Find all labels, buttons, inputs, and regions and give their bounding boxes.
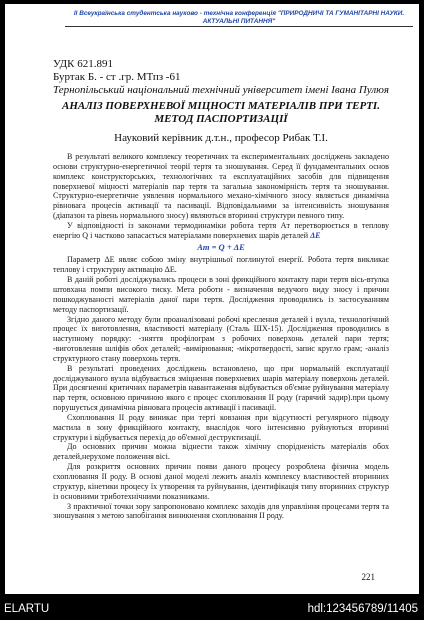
supervisor-line: Науковий керівник д.т.н., професор Рибак Т.І. (114, 132, 328, 144)
header-divider (65, 26, 413, 27)
conference-header-line1: ІІ Всеукраїнська студентська науково - технічна конференція "ПРИРОДНИЧІ ТА ГУМАНІТАРНІ НАУКИ. (73, 10, 405, 17)
paragraph: Параметр ΔE являє собою зміну внутрішньої поглинутої енергії. Робота тертя викликає теплову і структурну активацію ΔE. (53, 255, 389, 275)
paragraph-text: У відповідності із законами термодинаміки робота тертя Aт перетворюється в теплову енергію Q і частково запасається матеріалами поверхневих шарів деталей (53, 220, 389, 240)
university-line: Тернопільський національний технічний університет імені Івана Пулюя (53, 84, 390, 96)
handle-id: hdl:123456789/11405 (307, 603, 418, 615)
article-title (53, 100, 389, 126)
paragraph: В результаті великого комплексу теоретичних та експериментальних досліджень закладено основи структурно-енергетичної теорії тертя та зношування. Серед її фундаментальних основ комплекс конструкторських, технологічних та експлуатаційних засобів для підвищення поверхневої міцності матеріалів пар тертя та загальна закономірність тертя та зношування. Структурно-енергетичне уявлення нормального механо-хімічного зносу являється динамічна рівновага процесів активації та пасивації. Відповідальними за інтенсивність зношування (діапазон та рівень нормального зносу) являються вторинні структури певного типу. (53, 152, 389, 221)
repository-name: ELARTU (4, 603, 50, 615)
author-line: Буртак Б. - ст .гр. МТпз -61 (53, 71, 181, 83)
delta-symbol: ΔE (310, 230, 321, 240)
conference-header (65, 10, 413, 25)
article-title-line1: АНАЛІЗ ПОВЕРХНЕВОЇ МІЦНОСТІ МАТЕРІАЛІВ ПРИ ТЕРТІ. (62, 100, 380, 112)
paragraph: Згідно даного методу були проаналізовані робочі креслення деталей і вузла, технологічний процес їх виготовлення, властивості матеріалу (Сталь ШХ-15). Дослідження проводились в наступному порядку: -зняття профілограм з робочих поверхонь деталей пари тертя; -виготовлення шліфів обох деталей; -вимірювання; -мікротвердості, запис кругло грам; -аналіз структурного стану поверхонь тертя. (53, 314, 389, 363)
paragraph: В результаті проведених досліджень встановлено, що при нормальній експлуатації досліджуваного вузла відбувається зміцнення поверхневих шарів матеріалу поверхонь деталей. При досягненні критичних параметрів навантаження відбувається об'ємне руйнування матеріалу пар тертя, основною причиною якого є процес схоплювання ІІ роду (гарячий задир).при цьому порушується динамічна рівновага процесів активації і пасивації. (53, 363, 389, 413)
article-body (53, 152, 389, 521)
paragraph: До основних причин можна віднести також хімічну спорідненість матеріалів обох деталей,нерухоме положення вісі. (53, 442, 389, 462)
formula: Aт = Q + ΔE (197, 241, 245, 252)
page-number: 221 (361, 572, 375, 582)
paragraph: Для розкриття основних причин появи даного процесу розроблена фізична модель схоплювання ІІ роду. В основі даної моделі лежить аналіз комплексу властивостей вторинних структур, кінетики процесу їх утворення та руйнування, ідентифікація типу вторинних структур із основними триботехнічними показниками. (53, 462, 389, 501)
document-page (5, 4, 419, 594)
conference-header-line2: АКТУАЛЬНІ ПИТАННЯ" (202, 17, 276, 25)
paragraph: З практичної точки зору запропоновано комплекс заходів для управління процесами тертя та зношування з метою запобігання виникнення схоплювання ІІ роду. (53, 501, 389, 521)
article-title-line2: МЕТОД ПАСПОРТИЗАЦІЇ (154, 113, 288, 125)
repository-footer (0, 594, 424, 620)
paragraph: Схоплювання ІІ роду виникає при терті ковзання при відсутності регулярного підводу мастила в зону фрикційного контакту, внаслідок чого інтенсивно руйнуються вторинні структури і відбувається перехід до об'ємної деструктизації. (53, 412, 389, 442)
udk-code: УДК 621.891 (53, 58, 114, 70)
paragraph-with-symbol (53, 221, 389, 241)
paragraph: В даній роботі досліджувались процеси в зоні фрикційного контакту пари тертя вісь-втулка штовхана помпи високого тиску. Мета роботи - визначення ведучого виду зносу і причин пошкоджуваності матеріалів даної пари тертя. Дослідження проводились із застосуванням методу паспортизації. (53, 275, 389, 314)
